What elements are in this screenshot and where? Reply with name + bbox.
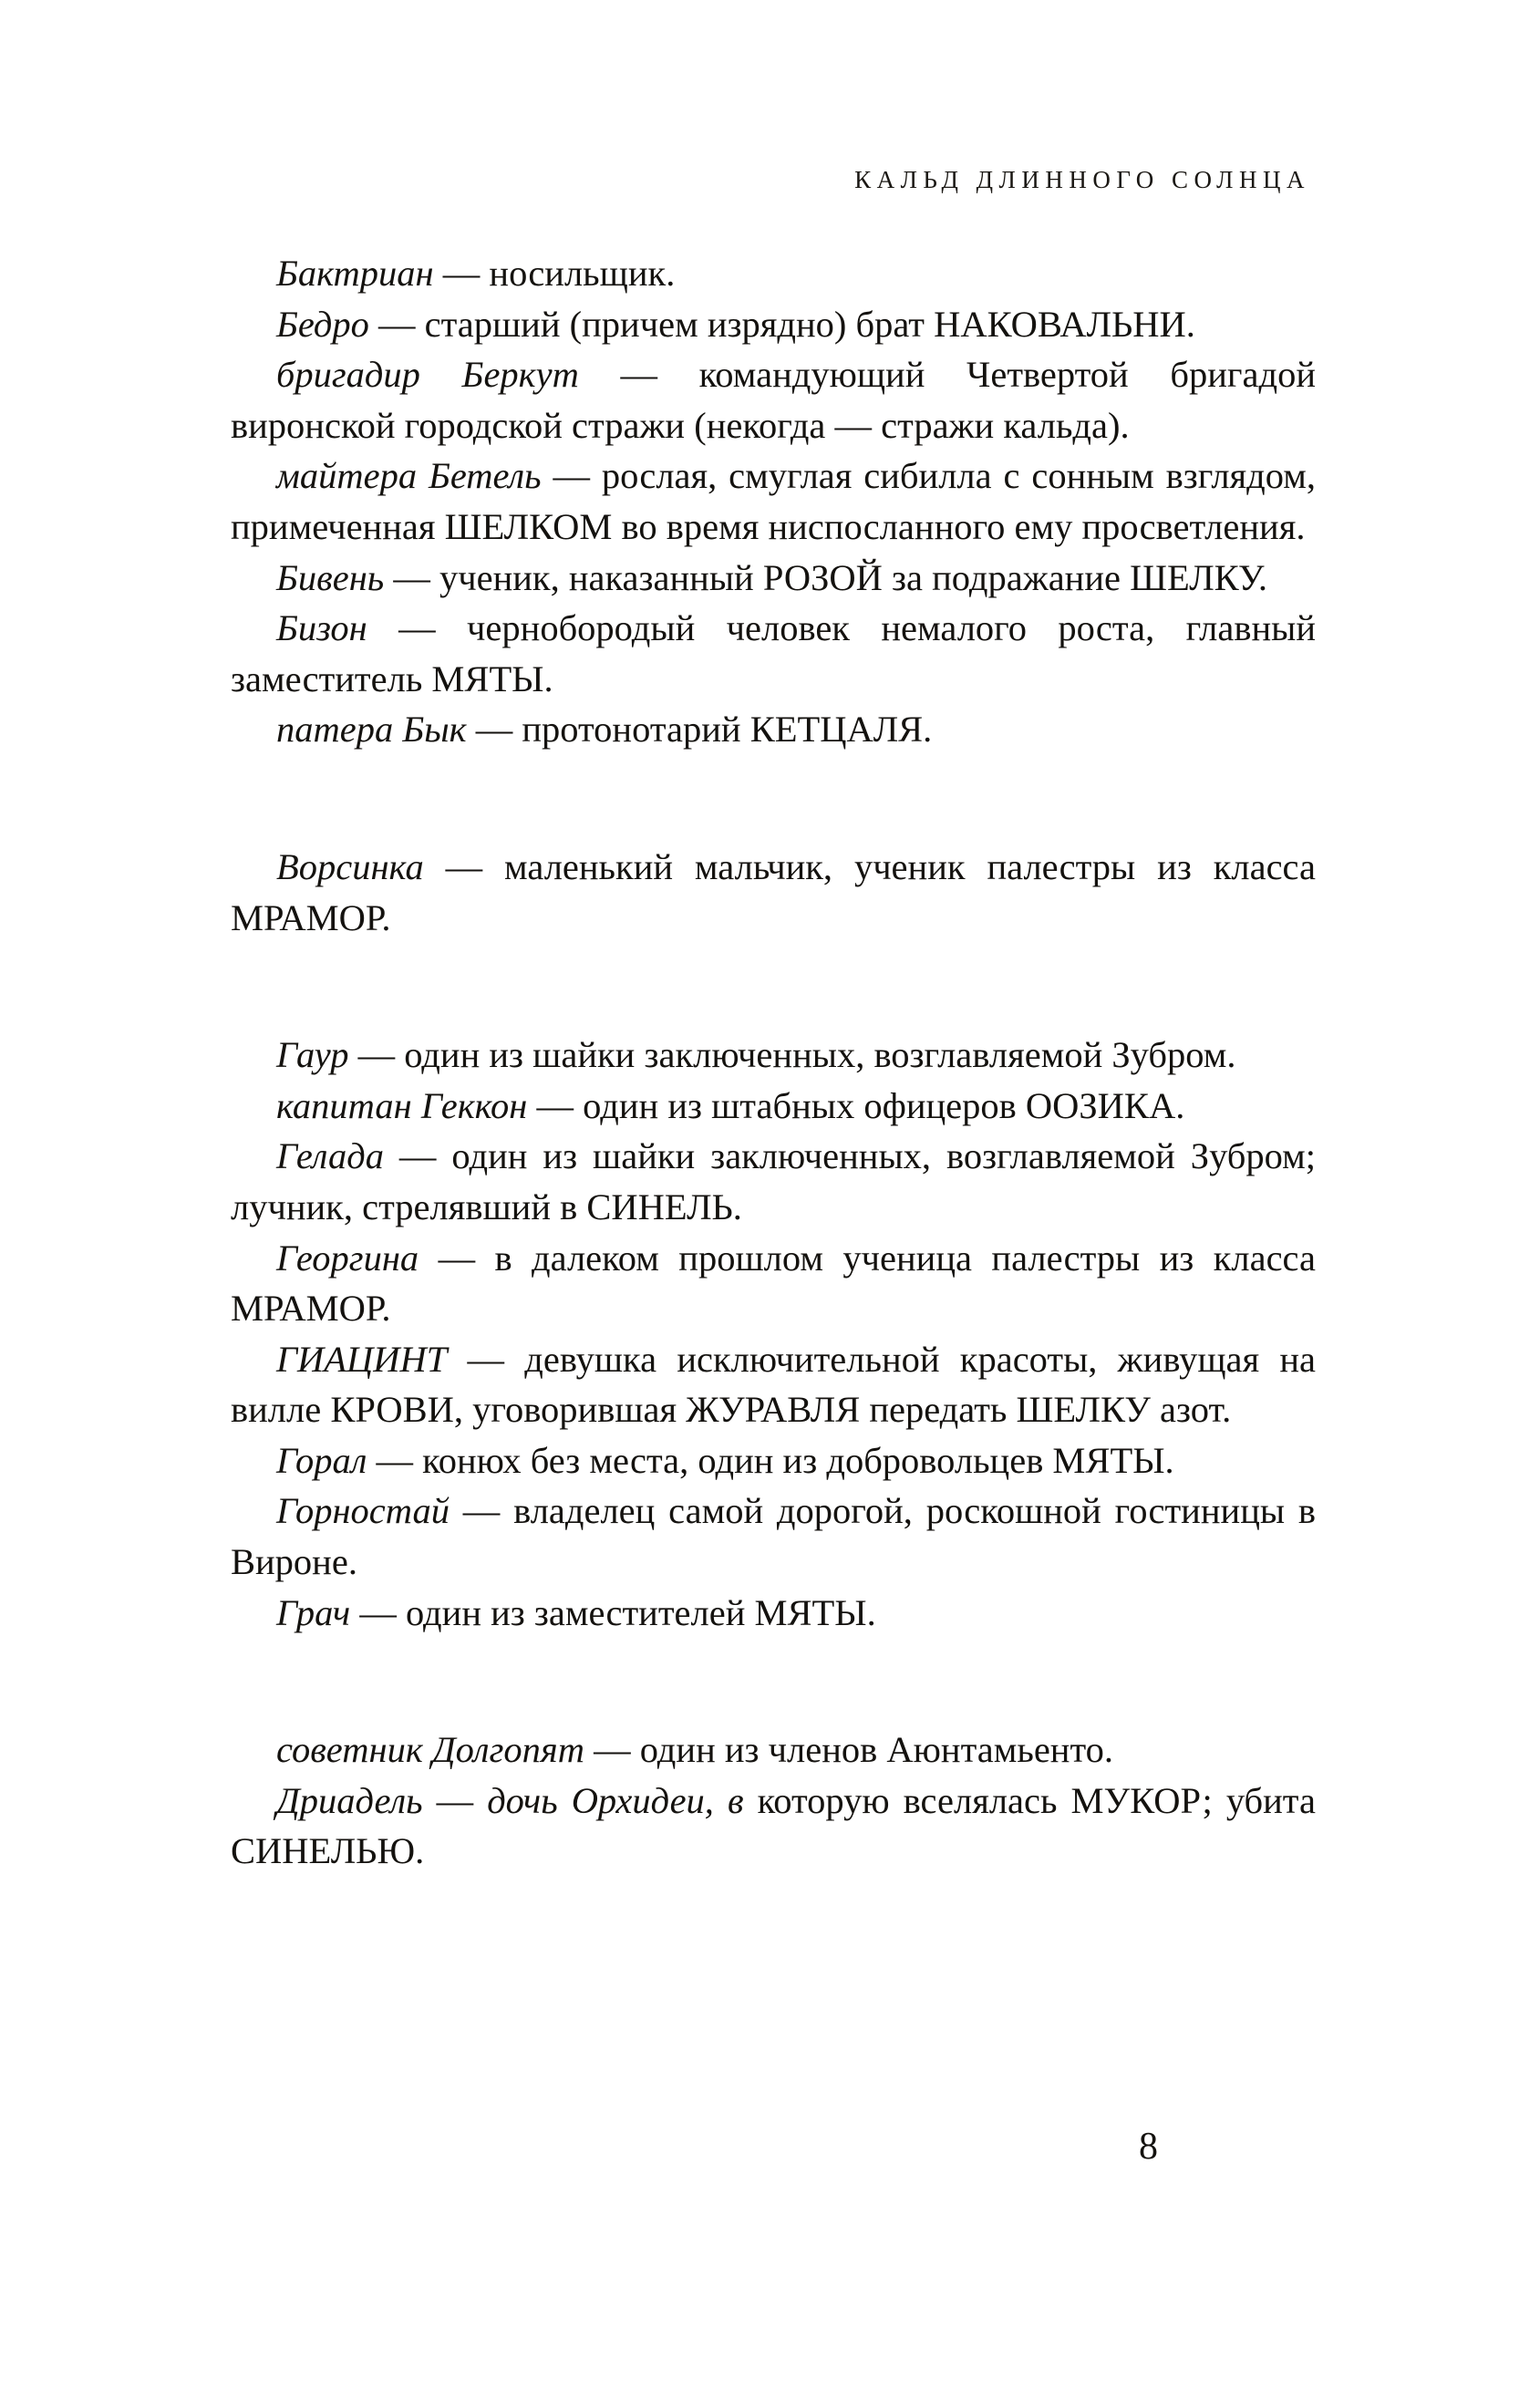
entry-headword: Горал: [276, 1439, 367, 1481]
entry-headword: советник Долгопят: [276, 1729, 584, 1771]
entry-dash: —: [423, 845, 505, 887]
glossary-entry: [231, 299, 1316, 350]
glossary-group-d: [231, 1724, 1316, 1877]
entry-dash: —: [384, 556, 439, 598]
entry-body: один из штабных офицеров ООЗИКА.: [583, 1084, 1185, 1126]
entry-body: конюх без места, один из добровольцев МЯТЫ.: [422, 1439, 1174, 1481]
glossary-entry: [231, 603, 1316, 704]
entry-headword: Бизон: [276, 607, 367, 649]
entry-headword: Гаур: [276, 1034, 349, 1076]
entry-dash: —: [383, 1135, 452, 1177]
entry-headword: Ворсинка: [276, 845, 424, 887]
entry-headword: Георгина: [276, 1237, 419, 1279]
entry-dash: —: [527, 1084, 584, 1126]
entry-body: старший (причем изрядно) брат НАКОВАЛЬНИ.: [424, 303, 1195, 345]
glossary-entry: [231, 1588, 1316, 1639]
entry-dash: —: [368, 303, 425, 345]
entry-body: владелец самой дорогой, роскошной гостиницы в Вироне.: [231, 1490, 1316, 1583]
glossary-entry: [231, 349, 1316, 450]
entry-body: рослая, смуглая сибилла с сонным взглядом, примеченная ШЕЛКОМ во время ниспосланного ему просветления.: [231, 455, 1316, 547]
entry-body: маленький мальчик, ученик палестры из класса МРАМОР.: [231, 845, 1316, 938]
entry-headword: бригадир Беркут: [276, 354, 579, 396]
entry-dash: —: [433, 253, 490, 294]
glossary-entry: [231, 704, 1316, 755]
glossary-entry: [231, 450, 1316, 552]
entry-body: один из заместителей МЯТЫ.: [405, 1591, 876, 1633]
glossary-entry: [231, 553, 1316, 604]
entry-headword: капитан Геккон: [276, 1084, 528, 1126]
entry-headword: патера Бык: [276, 709, 467, 751]
entry-body: чернобородый человек немалого роста, главный заместитель МЯТЫ.: [231, 607, 1317, 699]
entry-body: протонотарий КЕТЦАЛЯ.: [522, 709, 933, 751]
glossary-entry: [231, 1776, 1316, 1877]
glossary-group-b: [231, 248, 1316, 755]
entry-dash: —: [584, 1729, 640, 1771]
entry-dash: —: [422, 1779, 488, 1821]
entry-headword: ГИАЦИНТ: [276, 1338, 448, 1380]
entry-body: которую вселялась МУКОР; убита СИНЕЛЬЮ.: [231, 1779, 1316, 1872]
entry-body: командующий Четвертой бригадой виронской городской стражи (некогда — стражи кальда).: [231, 354, 1316, 446]
entry-body: один из шайки заключенных, возглавляемой Зубром; лучник, стрелявший в СИНЕЛЬ.: [231, 1135, 1316, 1227]
entry-dash: —: [578, 354, 699, 396]
glossary-entry: [231, 1233, 1316, 1334]
entry-headword: Грач: [276, 1591, 351, 1633]
entry-headword: Бедро: [276, 303, 369, 345]
glossary-entry: [231, 1334, 1316, 1435]
entry-dash: —: [447, 1338, 525, 1380]
glossary-entry: [231, 248, 1316, 299]
entry-headword: Бактриан: [276, 253, 434, 294]
entry-dash: —: [367, 1439, 423, 1481]
entry-body: в далеком прошлом ученица палестры из класса МРАМОР.: [231, 1237, 1317, 1330]
entry-body-italic: дочь Орхидеи, в: [487, 1779, 744, 1821]
entry-dash: —: [350, 1591, 406, 1633]
glossary-entry: [231, 1724, 1316, 1776]
entry-headword: Горностай: [276, 1490, 450, 1532]
glossary-entry: [231, 1486, 1316, 1587]
glossary-entry: [231, 1435, 1316, 1486]
entry-dash: —: [450, 1490, 514, 1532]
entry-headword: Дриадель: [276, 1779, 423, 1821]
entry-headword: Бивень: [276, 556, 385, 598]
entry-dash: —: [419, 1237, 495, 1279]
entry-dash: —: [367, 607, 468, 649]
glossary-text-block: [231, 248, 1316, 1877]
entry-body: ученик, наказанный РОЗОЙ за подражание ШЕЛКУ.: [439, 556, 1268, 598]
entry-dash: —: [541, 455, 602, 497]
glossary-group-g: [231, 1030, 1316, 1638]
glossary-entry: [231, 1131, 1316, 1232]
entry-dash: —: [348, 1034, 405, 1076]
entry-headword: Гелада: [276, 1135, 384, 1177]
entry-body: один из шайки заключенных, возглавляемой Зубром.: [404, 1034, 1236, 1076]
entry-body: девушка исключительной красоты, живущая на вилле КРОВИ, уговорившая ЖУРАВЛЯ передать ШЕЛКУ азот.: [231, 1338, 1316, 1431]
entry-headword: майтера Бетель: [276, 455, 542, 497]
entry-dash: —: [466, 709, 522, 751]
page-number: 8: [1139, 2126, 1158, 2168]
glossary-entry: [231, 842, 1316, 943]
glossary-entry: [231, 1081, 1316, 1132]
entry-body: носильщик.: [489, 253, 676, 294]
glossary-entry: [231, 1030, 1316, 1081]
page-folio: [0, 2125, 1540, 2169]
running-head: КАЛЬД ДЛИННОГО СОЛНЦА: [854, 166, 1310, 193]
entry-body: один из членов Аюнтамьенто.: [639, 1729, 1114, 1771]
glossary-group-v: [231, 842, 1316, 943]
